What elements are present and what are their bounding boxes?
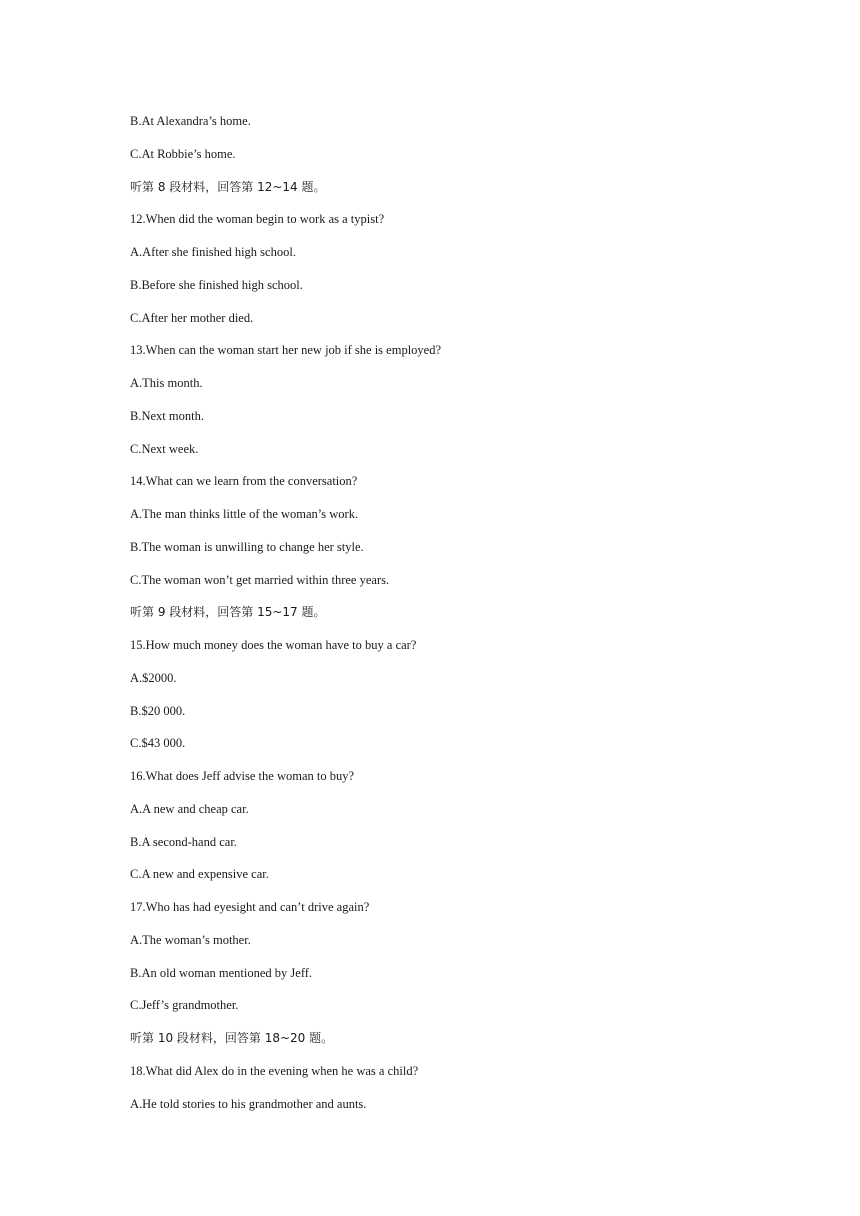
- answer-option: B.An old woman mentioned by Jeff.: [130, 965, 313, 980]
- section-heading: 听第 10 段材料，回答第 18~20 题。: [130, 1031, 334, 1045]
- answer-option: C.After her mother died.: [130, 310, 254, 325]
- answer-option: B.At Alexandra’s home.: [130, 114, 251, 128]
- answer-option: C.Jeff’s grandmother.: [130, 998, 239, 1013]
- text-body: [130, 110, 750, 1125]
- answer-option: C.$43 000.: [130, 736, 186, 751]
- section-heading: 听第 8 段材料，回答第 12~14 题。: [130, 179, 326, 194]
- answer-option: A.The man thinks little of the woman’s work.: [130, 507, 359, 521]
- answer-option: B.Before she finished high school.: [130, 277, 303, 292]
- question-text: 15.How much money does the woman have to buy a car?: [130, 638, 417, 652]
- answer-option: C.Next week.: [130, 441, 199, 456]
- answer-option: C.The woman won’t get married within three years.: [130, 572, 390, 587]
- question-text: 13.When can the woman start her new job if she is employed?: [130, 343, 442, 358]
- answer-option: B.The woman is unwilling to change her style.: [130, 539, 364, 554]
- answer-option: A.This month.: [130, 376, 203, 390]
- answer-option: A.The woman’s mother.: [130, 932, 251, 947]
- answer-option: B.Next month.: [130, 408, 204, 423]
- answer-option: C.A new and expensive car.: [130, 867, 269, 882]
- answer-option: C.At Robbie’s home.: [130, 146, 236, 161]
- question-text: 17.Who has had eyesight and can’t drive again?: [130, 900, 370, 914]
- answer-option: A.$2000.: [130, 670, 177, 685]
- question-text: 12.When did the woman begin to work as a typist?: [130, 212, 385, 227]
- answer-option: A.A new and cheap car.: [130, 801, 249, 816]
- question-text: 16.What does Jeff advise the woman to buy?: [130, 769, 355, 783]
- answer-option: B.$20 000.: [130, 703, 186, 718]
- question-text: 14.What can we learn from the conversation?: [130, 474, 358, 489]
- section-heading: 听第 9 段材料，回答第 15~17 题。: [130, 605, 326, 620]
- answer-option: A.He told stories to his grandmother and aunts.: [130, 1096, 367, 1111]
- answer-option: B.A second-hand car.: [130, 834, 237, 849]
- question-text: 18.What did Alex do in the evening when he was a child?: [130, 1063, 419, 1078]
- answer-option: A.After she finished high school.: [130, 245, 296, 259]
